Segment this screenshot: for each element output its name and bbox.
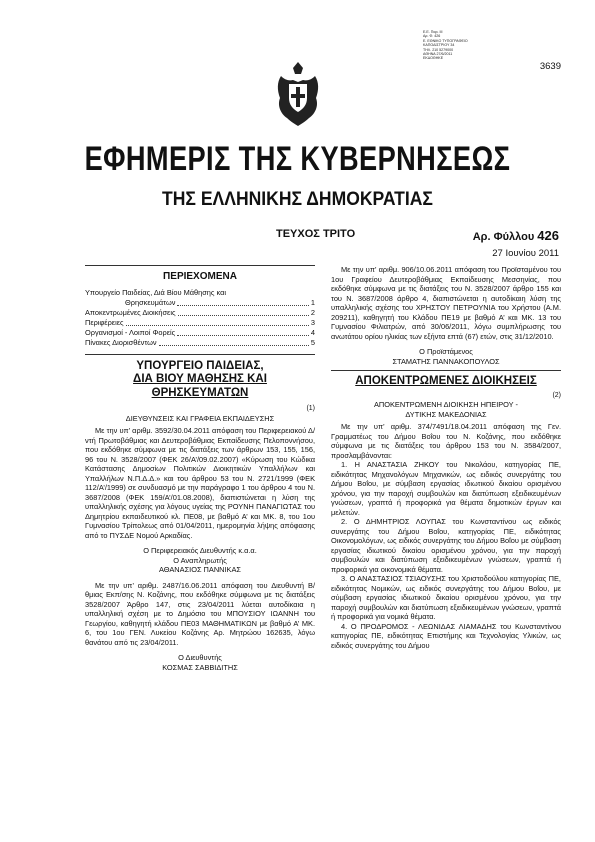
decision-item: 2. Ο ΔΗΜΗΤΡΙΟΣ ΛΟΥΠΑΣ του Κωνσταντίνου ως ειδικός συνεργάτης του Δήμου Βοΐου, κατηγορίας ΠΕ, ειδικότητας Οικονομολόγων, ως ειδικός συνεργάτης του Δήμου Βοΐου με σύμβαση εργασίας ιδιωτικού δικαίου ορισμένου χρόνου, για την παροχή συμβουλών και διατύπωση εξειδικευμένων γνώσεων, γραπτά ή προφορικά για οικονομικά θέματα. <box>331 517 561 574</box>
toc-entry: Περιφέρειες 3 <box>85 317 315 327</box>
authority-subheading: ΑΠΟΚΕΝΤΡΩΜΕΝΗ ΔΙΟΙΚΗΣΗ ΗΠΕΙΡΟΥ - ΔΥΤΙΚΗΣ ΜΑΚΕΔΟΝΙΑΣ <box>373 400 518 419</box>
left-column <box>85 265 315 672</box>
toc-entry: Υπουργείο Παιδείας, Διά Βίου Μάθησης και <box>85 287 227 297</box>
decision-number: (1) <box>306 405 315 412</box>
ministry-heading: ΥΠΟΥΡΓΕΙΟ ΠΑΙΔΕΙΑΣ, ΔΙΑ ΒΙΟΥ ΜΑΘΗΣΗΣ ΚΑΙ ΘΡΗΣΚΕΥΜΑΤΩΝ <box>133 359 267 399</box>
emblem-graphic <box>275 60 321 128</box>
decision-item: 3. Ο ΑΝΑΣΤΑΣΙΟΣ ΤΣΙΑΟΥΣΗΣ του Χριστοδούλου κατηγορίας ΠΕ, ειδικότητας Νομικών, ως ειδικός συνεργάτης του Δήμου Βοΐου, με σύμβαση εργασίας ιδιωτικού δικαίου ορισμένου χρόνου, για την παροχή συμβουλών και διατύπωση εξειδικευμένων γνώσεων, γραπτά ή προφορικά για νομικά θέματα. <box>331 574 561 621</box>
sheet-number: Αρ. Φύλλου 426 <box>472 228 559 243</box>
toc-entry: Αποκεντρωμένες Διοικήσεις 2 <box>85 307 315 317</box>
gazette-subtitle: ΤΗΣ ΕΛΛΗΝΙΚΗΣ ΔΗΜΟΚΡΑΤΙΑΣ <box>162 188 433 210</box>
decision-item: 4. Ο ΠΡΟΔΡΟΜΟΣ - ΛΕΩΝΙΔΑΣ ΛΙΑΜΑΔΗΣ του Κωνσταντίνου κατηγορίας ΠΕ, ειδικότητας Επιστήμης και Τεχνολογίας Υλικών, ως ειδικός συνεργάτης του Δήμου <box>331 621 561 650</box>
greek-coat-of-arms-icon <box>275 60 321 133</box>
decision-text: Με την υπ’ αριθμ. 906/10.06.2011 απόφαση του Προϊσταμένου του 1ου Γραφείου Δευτεροβάθμιας Εκπαίδευσης Μεσσηνίας, που εκδόθηκε σύμφωνα με τις διατάξεις του Ν. 3528/2007 άρθρο 155 και του Ν. 3687/2008 άρθρο 4, διαπιστώνεται η αυτοδίκαιη λύση της υπαλληλικής σχέσης του ΧΡΗΣΤΟΥ ΠΕΤΡΟΥΝΙΑ του Χρήστου (Α.Μ. 209211), καθηγητή του Κλάδου ΠΕ19 με βαθμό Α’ και ΜΚ. 13 του Γυμνασίου Φιλιατρών, από 30/06/2011, λόγω συμπλήρωσης του ανωτάτου ορίου ηλικίας των εξήντα επτά (67) ετών, στις 31/12/2010. <box>331 265 561 341</box>
decision-item: 1. Η ΑΝΑΣΤΑΣΙΑ ΖΗΚΟΥ του Νικολάου, κατηγορίας ΠΕ, ειδικότητας Μηχανολόγων Μηχανικών, ως ειδικός συνεργάτης του Δήμου Βοΐου, με σύμβαση εργασίας ιδιωτικού δικαίου ορισμένου χρόνου, για την παροχή συμβουλών και διατύπωση εξειδικευμένων γνώσεων, γραπτά ή προφορικά για θέματα δημοτικών έργων και μελετών. <box>331 460 561 517</box>
section-rule <box>331 370 561 371</box>
page-number: 3639 <box>539 61 561 72</box>
decision-text: Με την υπ’ αριθμ. 3592/30.04.2011 απόφαση του Περιφερειακού Δ/ντή Πρωτοβάθμιας και Δευτεροβάθμιας Εκπαίδευσης Πελοποννήσου, που εκδόθηκε σύμφωνα με τις διατάξεις των άρθρων 153, 155, 156, 96 του Ν. 3528/2007 (ΦΕΚ 26/Α’/09.02.2007) «Κύρωση του Κώδικα Κατάστασης Δημοσίων Πολιτικών Διοικητικών Υπαλλήλων και Υπαλλήλων Ν.Π.Δ.Δ.» και του άρθρου 53 του Ν. 2721/1999 (ΦΕΚ 112/Α’/1999) σε συνδυασμό με την παράγραφο 1 του άρθρου 4 του Ν. 3687/2008 (ΦΕΚ 159/Α’/01.08.2008), διαπιστώνεται η λύση της υπαλληλικής σχέσης για λόγους υγείας της ΡΟΥΝΗ ΠΑΝΑΓΙΩΤΑΣ του Δημητρίου εκπαιδευτικού κλ. ΠΕ08, με βαθμό Α’ και ΜΚ. 8, του 1ου Γυμνασίου Τρίπολεως από 01/04/2011, ημερομηνία λήψης απόφασης από το ΠΥΣΔΕ Νομού Αρκαδίας. <box>85 426 315 540</box>
decision-number: (2) <box>552 391 561 399</box>
toc-entry: Θρησκευμάτων 1 <box>125 297 315 307</box>
decision-text: Με την υπ’ αριθμ. 374/7491/18.04.2011 απόφαση της Γεν. Γραμματέως του Δήμου Βοΐου του Ν. Κοζάνης, που εκδόθηκε σύμφωνα με τις διατάξεις του άρθρου 153 του Ν. 3584/2007, προσλαμβάνονται: <box>331 422 561 460</box>
gazette-title: ΕΦΗΜΕΡΙΣ ΤΗΣ ΚΥΒΕΡΝΗΣΕΩΣ <box>84 140 511 178</box>
toc-heading: ΠΕΡΙΕΧΟΜΕΝΑ <box>163 271 237 282</box>
toc-bottom-rule <box>85 354 315 355</box>
printer-stamp: Ε.Ε. Παρ. ΙΙΙ Αρ. Φ. 426 Ε. ΕΘΝΙΚΟ ΤΥΠΟΓΡΑΦΕΙΟ ΚΑΠΟΔΙΣΤΡΙΟΥ 34 ΤΗΛ. 210 5279000 ΑΘΗΝΑ 27/6/2011 ΕΚΔΟΘΗΚΕ <box>423 30 468 61</box>
right-column <box>331 265 561 650</box>
section-heading: ΑΠΟΚΕΝΤΡΩΜΕΝΕΣ ΔΙΟΙΚΗΣΕΙΣ <box>355 375 537 387</box>
department-subheading: ΔΙΕΥΘΥΝΣΕΙΣ ΚΑΙ ΓΡΑΦΕΙΑ ΕΚΠΑΙΔΕΥΣΗΣ <box>125 413 275 423</box>
signature-block: Ο Διευθυντής ΚΟΣΜΑΣ ΣΑΒΒΙΔΙΤΗΣ <box>162 653 238 672</box>
toc-entry: Οργανισμοί - Λοιποί Φορείς 4 <box>85 327 315 337</box>
signature-block: Ο Προϊστάμενος ΣΤΑΜΑΤΗΣ ΠΑΝΝΑΚΟΠΟΥΛΟΣ <box>392 347 500 366</box>
signature-block: Ο Περιφερειακός Διευθυντής κ.α.α. Ο Αναπληρωτής ΑΘΑΝΑΣΙΟΣ ΠΑΝΝΙΚΑΣ <box>143 546 257 574</box>
decision-text: Με την υπ’ αριθμ. 2487/16.06.2011 απόφαση του Διευθυντή Β/θμιας Εκπ/σης Ν. Κοζάνης, που εκδόθηκε σύμφωνα με τις διατάξεις 3528/2007 Άρθρο 147, στις 23/04/2011 λύεται αυτοδίκαια η υπαλληλική σχέση με το Δημόσιο του ΜΠΟΥΣΙΟΥ ΙΩΑΝΝΗ του Γεωργίου, καθηγητή κλάδου ΠΕ03 ΜΑΘΗΜΑΤΙΚΩΝ με βαθμό Α’ ΜΚ. 6, του 1ου ΓΕΝ. Λυκείου Κοζάνης Αρ. Μητρώου 162635, λόγω θανάτου από τις 23/04/2011. <box>85 580 315 647</box>
issue-date: 27 Ιουνίου 2011 <box>492 248 559 259</box>
toc-top-rule <box>85 265 315 266</box>
toc-entry: Πίνακες Διορισθέντων 5 <box>85 337 315 347</box>
issue-series: ΤΕΥΧΟΣ ΤΡΙΤΟ <box>276 228 356 240</box>
